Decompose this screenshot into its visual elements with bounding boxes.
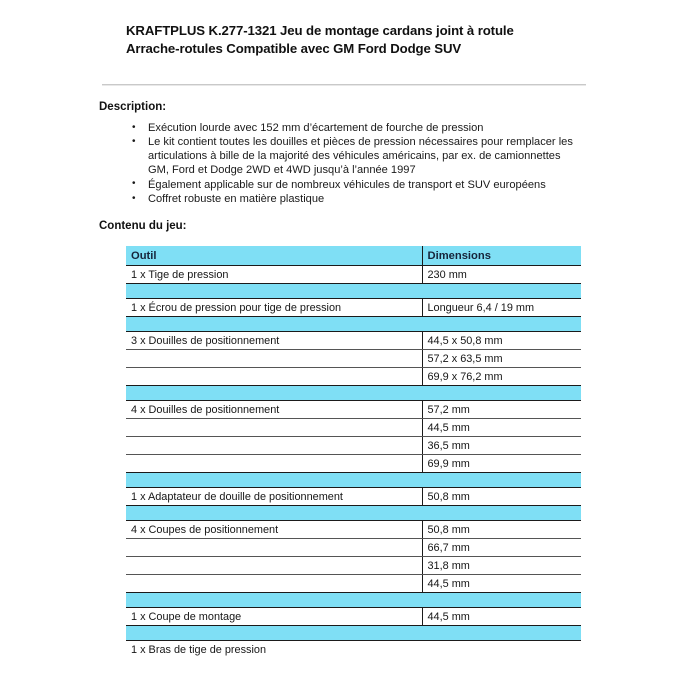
table-row <box>126 521 581 539</box>
spacer-cell <box>126 473 581 488</box>
cell-tool: 4 x Coupes de positionnement <box>126 521 422 539</box>
column-header-tool: Outil <box>126 246 422 266</box>
cell-tool: 4 x Douilles de positionnement <box>126 401 422 419</box>
table-spacer-row <box>126 506 581 521</box>
cell-dimension: 57,2 mm <box>422 401 581 419</box>
cell-tool <box>126 350 422 368</box>
cell-tool <box>126 539 422 557</box>
table-body <box>126 266 581 659</box>
table-row <box>126 401 581 419</box>
table-row <box>126 332 581 350</box>
kit-contents-table <box>126 246 581 658</box>
table-spacer-row <box>126 593 581 608</box>
spacer-cell <box>126 506 581 521</box>
spacer-cell <box>126 593 581 608</box>
cell-dimension: 230 mm <box>422 266 581 284</box>
cell-tool: 1 x Adaptateur de douille de positionnement <box>126 488 422 506</box>
description-bullet-item: • Également applicable sur de nombreux véhicules de transport et SUV européens <box>126 179 576 193</box>
cell-tool <box>126 419 422 437</box>
table-spacer-row <box>126 386 581 401</box>
description-heading: Description: <box>99 101 167 113</box>
product-title <box>126 22 586 58</box>
spacer-cell <box>126 386 581 401</box>
cell-dimension: 44,5 mm <box>422 419 581 437</box>
table-row <box>126 419 581 437</box>
table-row <box>126 455 581 473</box>
table-row <box>126 575 581 593</box>
cell-dimension: 69,9 x 76,2 mm <box>422 368 581 386</box>
cell-tool: 1 x Bras de tige de pression <box>131 643 267 656</box>
cell-dimension: Longueur 6,4 / 19 mm <box>422 299 581 317</box>
title-divider <box>102 84 586 86</box>
cell-tool: 1 x Écrou de pression pour tige de pression <box>126 299 422 317</box>
table-header-row <box>126 246 581 266</box>
cell-tool <box>126 455 422 473</box>
cell-dimension <box>422 641 581 659</box>
cell-dimension: 36,5 mm <box>422 437 581 455</box>
cell-dimension: 44,5 mm <box>422 575 581 593</box>
description-bullet-item: • Exécution lourde avec 152 mm d’écartement de fourche de pression <box>126 122 576 136</box>
cell-dimension: 44,5 mm <box>422 608 581 626</box>
cell-dimension: 50,8 mm <box>422 488 581 506</box>
cell-tool <box>126 557 422 575</box>
product-title-line-1: KRAFTPLUS K.277-1321 Jeu de montage cardans joint à rotule <box>126 23 514 38</box>
cell-tool <box>126 368 422 386</box>
table-row <box>126 641 581 659</box>
table-row <box>126 368 581 386</box>
column-header-dimensions: Dimensions <box>422 246 581 266</box>
contents-heading: Contenu du jeu: <box>99 220 187 232</box>
table-spacer-row <box>126 626 581 641</box>
cell-tool <box>126 437 422 455</box>
spacer-cell <box>126 317 581 332</box>
cell-tool: 1 x Tige de pression <box>126 266 422 284</box>
table-row <box>126 557 581 575</box>
table-row <box>126 608 581 626</box>
cell-tool: 1 x Coupe de montage <box>126 608 422 626</box>
description-bullet-item: • Coffret robuste en matière plastique <box>126 193 576 207</box>
table-row <box>126 266 581 284</box>
cell-dimension: 69,9 mm <box>422 455 581 473</box>
cell-tool: 3 x Douilles de positionnement <box>126 332 422 350</box>
spacer-cell <box>126 626 581 641</box>
cell-dimension: 44,5 x 50,8 mm <box>422 332 581 350</box>
table-row <box>126 539 581 557</box>
table-spacer-row <box>126 284 581 299</box>
table-spacer-row <box>126 473 581 488</box>
table-head <box>126 246 581 266</box>
table-row <box>126 350 581 368</box>
cell-dimension: 66,7 mm <box>422 539 581 557</box>
description-bullet-item: • Le kit contient toutes les douilles et pièces de pression nécessaires pour remplacer les articulations à bille de la majorité des véhicules américains, par ex. de camionnettes GM, Ford et Dodge 2WD et 4WD jusqu’à l’année 1997 <box>126 136 576 178</box>
product-title-line-2: Arrache-rotules Compatible avec GM Ford Dodge SUV <box>126 41 462 57</box>
cell-dimension: 50,8 mm <box>422 521 581 539</box>
table-spacer-row <box>126 317 581 332</box>
cell-tool <box>126 575 422 593</box>
table-row <box>126 437 581 455</box>
table-row <box>126 299 581 317</box>
cell-dimension: 31,8 mm <box>422 557 581 575</box>
spacer-cell <box>126 284 581 299</box>
table-row <box>126 488 581 506</box>
cell-dimension: 57,2 x 63,5 mm <box>422 350 581 368</box>
description-bullet-list <box>126 122 576 208</box>
